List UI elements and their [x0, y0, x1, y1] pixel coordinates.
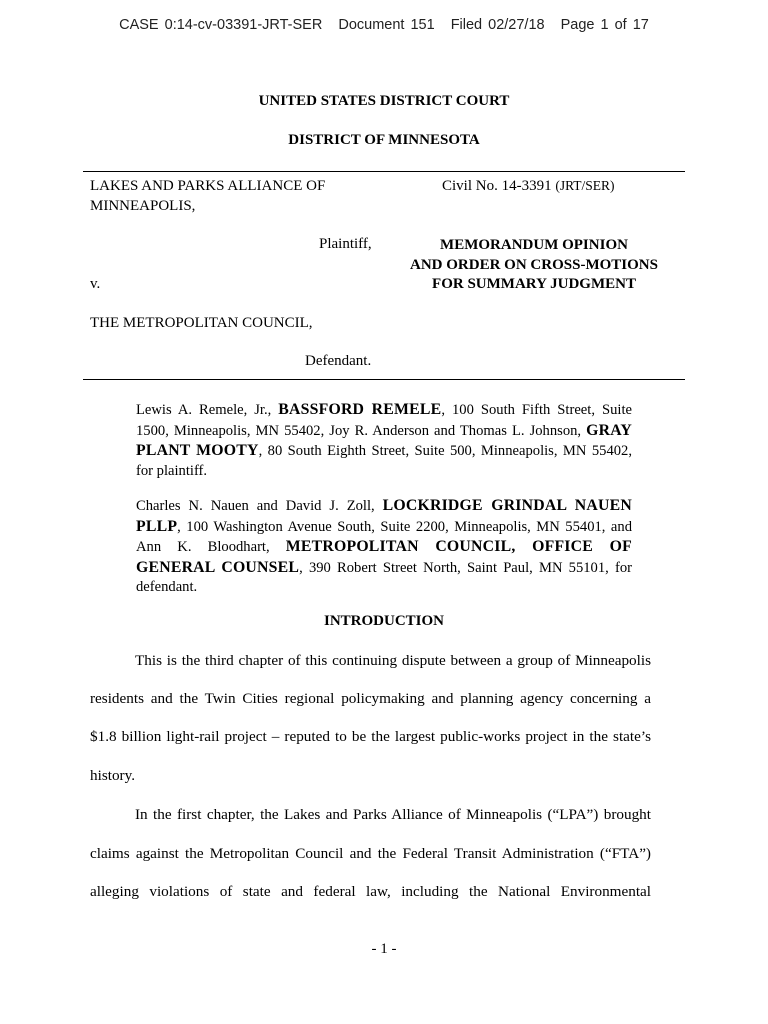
- body-line: history.: [90, 767, 135, 784]
- plaintiff-counsel-text-2: , 100 South Fifth Street, Suite 1500, Minneapolis, MN 55402, Joy R. Anderson and Thomas L. Johnson,: [136, 402, 632, 439]
- plaintiff-counsel-text-3: , 80 South Eighth Street, Suite 500, Minneapolis, MN 55402, for plaintiff.: [136, 443, 632, 479]
- body-line: claims against the Metropolitan Council and the Federal Transit Administration (“FTA”): [90, 845, 651, 862]
- plaintiff-firm-1: BASSFORD REMELE: [278, 401, 442, 418]
- defendant-firm-1: LOCKRIDGE GRINDAL NAUEN PLLP: [136, 497, 632, 535]
- page-count: Page 1 of 17: [560, 17, 649, 33]
- title-line-3: FOR SUMMARY JUDGMENT: [432, 276, 636, 292]
- body-line: residents and the Twin Cities regional policymaking and planning agency concerning a: [90, 690, 651, 707]
- defendant-counsel-text-3: , 390 Robert Street North, Saint Paul, MN 55101, for defendant.: [136, 559, 632, 596]
- plaintiff-name-line2: MINNEAPOLIS,: [90, 198, 196, 214]
- case-number: CASE 0:14-cv-03391-JRT-SER: [119, 17, 323, 33]
- versus: v.: [90, 276, 101, 292]
- document-title: [384, 236, 684, 295]
- title-line-1: MEMORANDUM OPINION: [440, 237, 628, 253]
- page-number: - 1 -: [371, 941, 397, 957]
- plaintiff-name-line1: LAKES AND PARKS ALLIANCE OF: [90, 178, 326, 194]
- plaintiff-role: Plaintiff,: [319, 236, 372, 252]
- defendant-firm-2: METROPOLITAN COUNCIL, OFFICE OF GENERAL COUNSEL: [136, 538, 632, 576]
- court-name: UNITED STATES DISTRICT COURT: [258, 93, 510, 109]
- civil-number: [442, 178, 615, 195]
- civil-number-judges: (JRT/SER): [555, 178, 615, 193]
- defendant-name: THE METROPOLITAN COUNCIL,: [90, 315, 313, 331]
- defendant-role: Defendant.: [305, 353, 372, 369]
- body-line: alleging violations of state and federal law, including the National Environmental: [90, 883, 651, 900]
- caption-bottom-rule: [83, 379, 685, 380]
- body-line: This is the third chapter of this continuing dispute between a group of Minneapolis: [135, 652, 651, 669]
- defendant-counsel-text-2: , 100 Washington Avenue South, Suite 2200, Minneapolis, MN 55401, and Ann K. Bloodhart,: [136, 518, 632, 556]
- title-line-2: AND ORDER ON CROSS-MOTIONS: [410, 256, 658, 273]
- introduction-heading: INTRODUCTION: [323, 613, 444, 629]
- civil-number-value: Civil No. 14-3391: [442, 178, 552, 194]
- body-line: In the first chapter, the Lakes and Parks Alliance of Minneapolis (“LPA”) brought: [135, 806, 651, 823]
- plaintiff-counsel-text-1: Lewis A. Remele, Jr.,: [136, 402, 279, 418]
- ecf-header: [0, 17, 768, 33]
- filed-date: Filed 02/27/18: [450, 17, 545, 33]
- defendant-counsel-text-1: Charles N. Nauen and David J. Zoll,: [136, 498, 383, 514]
- caption-top-rule: [83, 171, 685, 172]
- body-line: $1.8 billion light-rail project – reputed to be the largest public-works project in the state’s: [90, 728, 651, 745]
- plaintiff-firm-2: GRAY PLANT MOOTY: [136, 421, 632, 460]
- plaintiff-counsel: [136, 400, 632, 481]
- court-district: DISTRICT OF MINNESOTA: [288, 132, 480, 148]
- defendant-counsel: [136, 496, 632, 598]
- document-number: Document 151: [338, 17, 435, 33]
